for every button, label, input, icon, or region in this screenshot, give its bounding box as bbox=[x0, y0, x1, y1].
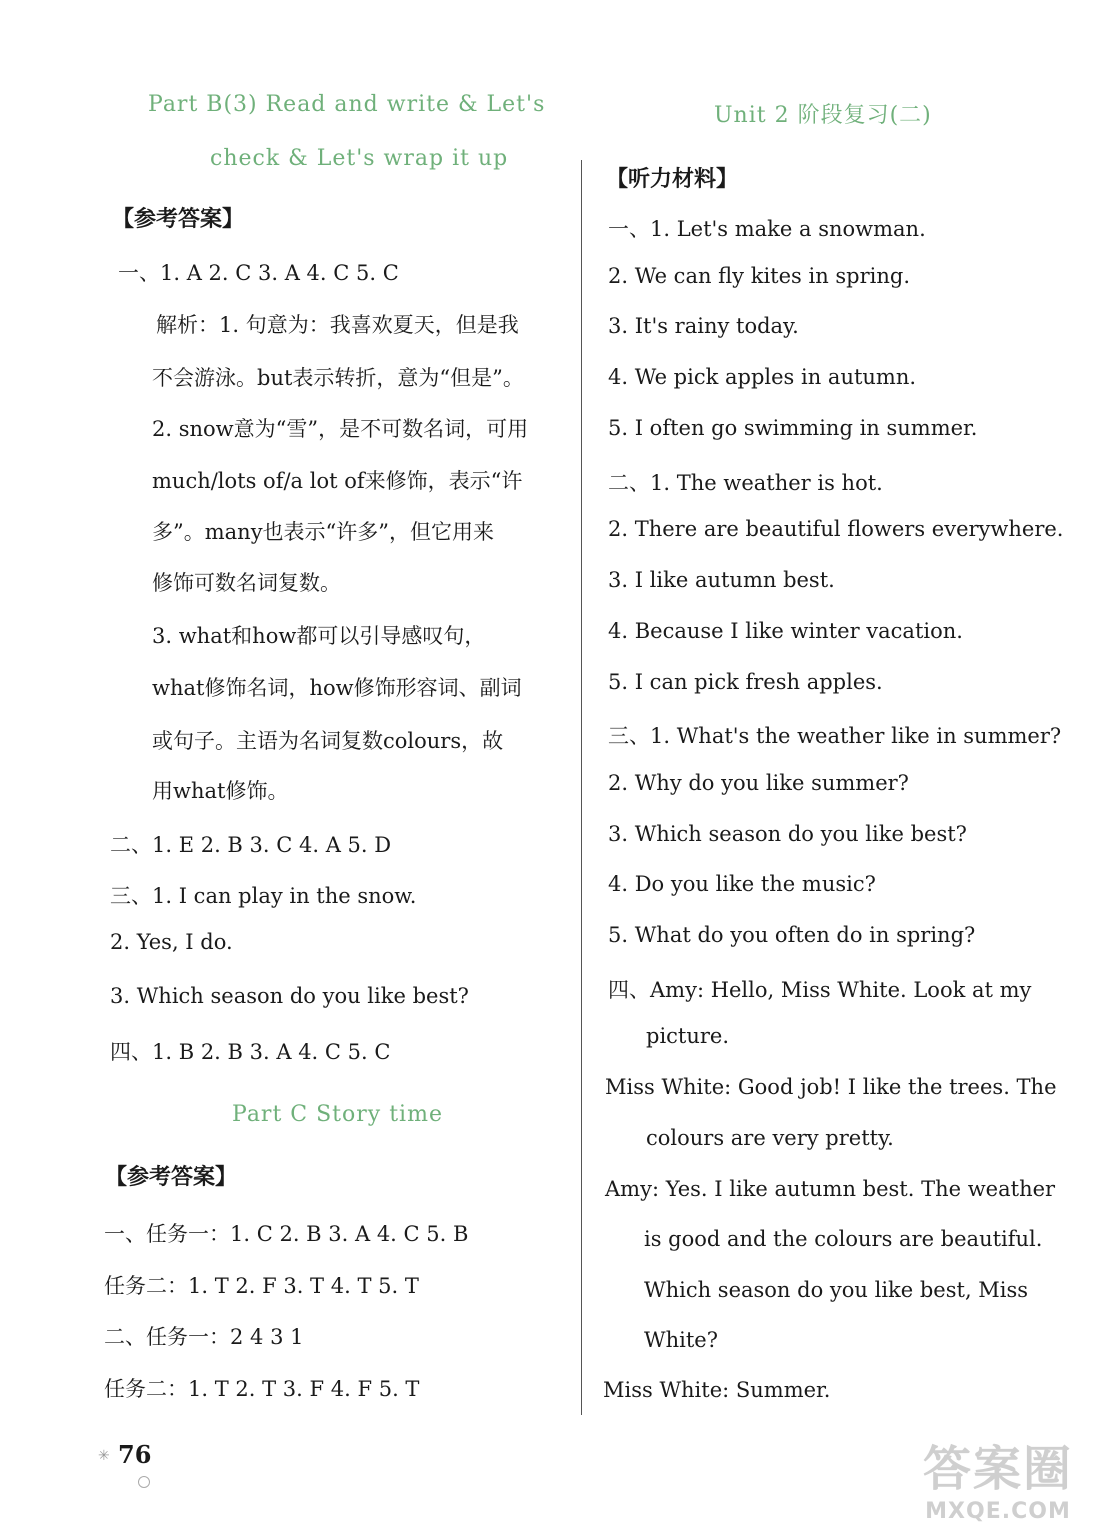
script-line: Which season do you like best, Miss bbox=[644, 1278, 1029, 1302]
explanation-line: 2. snow意为“雪”，是不可数名词，可用 bbox=[152, 417, 529, 441]
script-line: 3. It's rainy today. bbox=[608, 314, 799, 338]
explanation-line: 3. what和how都可以引导感叹句， bbox=[152, 624, 486, 648]
listening-label: 【听力材料】 bbox=[606, 167, 739, 192]
page-number: 76 bbox=[118, 1440, 152, 1469]
explanation-line: much/lots of/a lot of来修饰，表示“许 bbox=[152, 469, 523, 493]
answer-label: 【参考答案】 bbox=[112, 207, 245, 232]
explanation-line: 修饰可数名词复数。 bbox=[152, 571, 341, 595]
script-line: 5. I can pick fresh apples. bbox=[608, 670, 883, 694]
section-heading-unit2: Unit 2 阶段复习(二) bbox=[714, 103, 932, 128]
script-line: 5. What do you often do in spring? bbox=[608, 923, 976, 947]
script-line: 四、Amy: Hello, Miss White. Look at my bbox=[608, 978, 1032, 1002]
script-line: 三、1. What's the weather like in summer? bbox=[608, 724, 1062, 748]
script-line: 4. We pick apples in autumn. bbox=[608, 365, 917, 389]
script-line: 4. Because I like winter vacation. bbox=[608, 619, 963, 643]
answer-line: 2. Yes, I do. bbox=[110, 930, 233, 954]
answer-line: 任务二：1. T 2. T 3. F 4. F 5. T bbox=[104, 1377, 420, 1401]
script-line: is good and the colours are beautiful. bbox=[644, 1227, 1043, 1251]
answer-line: 一、1. A 2. C 3. A 4. C 5. C bbox=[118, 261, 399, 285]
answer-line: 一、任务一：1. C 2. B 3. A 4. C 5. B bbox=[104, 1222, 469, 1246]
section-heading-part-b3-line2: check & Let's wrap it up bbox=[210, 146, 509, 171]
explanation-line: what修饰名词，how修饰形容词、副词 bbox=[152, 676, 522, 700]
script-line: 2. Why do you like summer? bbox=[608, 771, 909, 795]
watermark-url: MXQE.COM bbox=[925, 1499, 1071, 1524]
answer-line: 三、1. I can play in the snow. bbox=[110, 884, 417, 908]
section-heading-part-c: Part C Story time bbox=[232, 1102, 443, 1127]
script-line: Miss White: Summer. bbox=[603, 1378, 831, 1402]
column-divider bbox=[581, 160, 582, 1415]
watermark bbox=[903, 1430, 1093, 1524]
answer-line: 3. Which season do you like best? bbox=[110, 984, 469, 1008]
script-line: 2. We can fly kites in spring. bbox=[608, 264, 911, 288]
script-line: 二、1. The weather is hot. bbox=[608, 471, 883, 495]
script-line: colours are very pretty. bbox=[646, 1126, 894, 1150]
script-line: picture. bbox=[646, 1024, 730, 1048]
explanation-line: 解析：1. 句意为：我喜欢夏天，但是我 bbox=[156, 313, 519, 337]
script-line: 一、1. Let's make a snowman. bbox=[608, 217, 926, 241]
watermark-logo: 答案圈 bbox=[922, 1441, 1073, 1497]
script-line: Miss White: Good job! I like the trees. The bbox=[605, 1075, 1057, 1099]
answer-label: 【参考答案】 bbox=[105, 1165, 238, 1190]
answer-line: 二、1. E 2. B 3. C 4. A 5. D bbox=[110, 833, 392, 857]
script-line: Amy: Yes. I like autumn best. The weather bbox=[605, 1177, 1056, 1201]
circle-ornament-icon bbox=[138, 1476, 150, 1488]
explanation-line: 用what修饰。 bbox=[152, 779, 289, 803]
script-line: 3. Which season do you like best? bbox=[608, 822, 967, 846]
script-line: White? bbox=[644, 1328, 718, 1352]
answer-line: 四、1. B 2. B 3. A 4. C 5. C bbox=[110, 1040, 391, 1064]
script-line: 2. There are beautiful flowers everywhere. bbox=[608, 517, 1064, 541]
script-line: 5. I often go swimming in summer. bbox=[608, 416, 978, 440]
star-ornament-icon: ✳ bbox=[98, 1448, 110, 1464]
answer-line: 二、任务一：2 4 3 1 bbox=[104, 1325, 304, 1349]
answer-line: 任务二：1. T 2. F 3. T 4. T 5. T bbox=[104, 1274, 419, 1298]
script-line: 4. Do you like the music? bbox=[608, 872, 876, 896]
explanation-line: 或句子。主语为名词复数colours，故 bbox=[152, 729, 504, 753]
explanation-line: 不会游泳。but表示转折，意为“但是”。 bbox=[152, 366, 524, 390]
explanation-line: 多”。many也表示“许多”，但它用来 bbox=[152, 520, 495, 544]
script-line: 3. I like autumn best. bbox=[608, 568, 835, 592]
section-heading-part-b3-line1: Part B(3) Read and write & Let's bbox=[148, 92, 546, 117]
